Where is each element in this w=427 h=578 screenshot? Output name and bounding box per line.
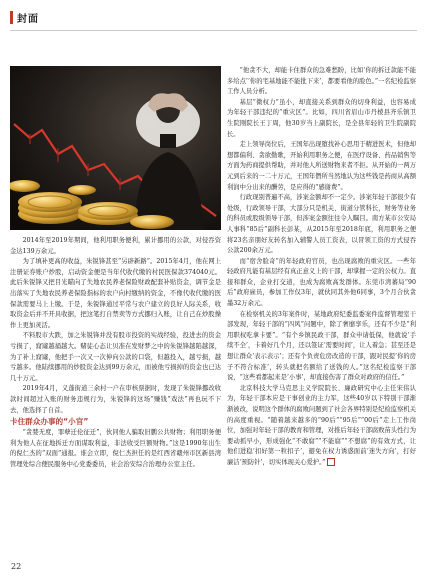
header-rule (10, 30, 417, 31)
section-title: 封面 (17, 14, 39, 25)
paragraph: 2014年至2019年期间，他利用职务便利，累计挪用的公款，对侵吞资金达139万余元。 (10, 237, 221, 255)
paragraph: “他贪不大，却能卡住群众的急难愁盼，比如‘你的拆迁款能不能多给点’‘你的宅基地能不能批下来’，都要看他的脸色。”一名纪检监察工作人员分析。 (227, 67, 416, 96)
left-column (10, 236, 221, 470)
paragraph: 在检察机关的3年案件时，某地政府纪委监委案件监督管理室干部发现，年轻干部的“四风”问题中，除了奢靡享乐，还有不少是“利用职权吃拿卡要”。“有个乡镇民政干部，群众申请低保，他就说‘手续不全’，卡着好几个月，还以签证‘需要时间’，让人着急；甚至还是想让群众‘表示表示’；还有个负责危房改造的干部，跟对民提‘你的房子不符合标准’，转头就把名额给了送钱的人。”这名纪检监察干部说，“这些看都起来是‘小事’，却直接伤害了群众对政府的信任。” (227, 310, 416, 382)
right-column (227, 66, 416, 469)
paragraph: 为了填补更高的收益，朱锐锋甚至“另辟新路”。2015年4月，他在网上注册证券账户炒股，启动资金便是当年代收代缴的村民医保款374040元。此后朱锐锋又把目光瞄向了失地农民养老保险财政配套补贴资金，调节金是出落实了失地农民养老保险指标的农户向村缴纳的资金，不像代收代缴的医保款需要马上上缴。于是，朱锐锋通过平常与农户建立的良好人际关系，收取资金后并不开具收据，把这笔打自禁卖等方式挪归入账，让自己在炒股操作上更加灵活。 (10, 258, 221, 329)
subheading: 卡住群众办事的“小官” (10, 417, 89, 427)
paragraph: 行政现别普遍不高，涉案金额却不一定少。涉案年轻干部很少有处级，行政领导干部，大部分只是机关、街道分管科长，财务等业务的科员或股级领导干部，但涉案金额往往令人瞩目。南方某市公安局人事科“85后”副科长彭某，从2015年至2018年底，利用职务之便将23名亲朋好友转名加入辅警人员工资表，以冒领工资的方式侵吞公款200余万元。 (227, 194, 416, 255)
photo-illustration (10, 66, 221, 230)
paragraph-text: 北京科技大学马克思主义学院院长、廉政研究中心主任宋伟认为，年轻干部本应是干事创业的主力军，这些40岁以下特别干部渐渐被改，说明这个群体的腐败问题到了社会各界特别是纪检监察机关的高度重视。“随着越来越多的“90后”“95后”“00后”走上工作岗位，加强对年轻干部的教育和管理，对推后年轻干部腐败苗头性行为要动抓早小，形成强化“不敢腐”“不能腐”“不想腐”的有效方式，让他们进稳‘扣好第一粒扣子’，避免在权力诱惑面前‘迷失方向’，打好廉洁‘预防针’，切实体现关心爱护。” (227, 384, 416, 466)
paragraph: 走上领导岗位后，王国年出现堕找补心思用于精进医术，但他却想都偏利、贪欲勤歌，开始利用职务之便，在医疗设备、药品销售等方面为药商提供帮助，并对他人所送财物来者不拒。从开始的一两万元到后来的一二十万元，王国年僭所当然地认为这些钱是药商从高额利润中分出来的酬劳，是应得的“感谢费”。 (227, 141, 416, 191)
section-bar (10, 11, 13, 24)
paragraph: 2019年4月，义蓬街道三余村一户在审核票据时，发现了朱锐锋挪改收款时间超过入账的财务违规行为，朱锐锋的这场“赚钱”戏法”再也玩不下去，他选择了自首。 (10, 385, 221, 414)
finance-stress-photo (10, 66, 221, 230)
paragraph: 基层“微权力”虽小，却直接关系到群众的切身利益，也容易成为年轻干部违纪的“重灾区”。比如，四川省眉山市丹棱县齐乐镇卫生院刚院长王丁周，他30岁当上副院长，是全县年轻的卫生院副院长。 (227, 98, 416, 138)
page-number: 22 (11, 562, 22, 571)
paragraph: 而“宿舍脸奇”的年轻政府官员，也出现腐败的重灾区。一些年轻政府凡能有基层经有真正意义上的干部，却掌握一定的公权力。直接和群众，企业打交道，也成为腐败高发群体。东莞市湾蕃局“90后”政府雇员，参加工作仅3年，就伙同其外他6同事，3个月合伙贪墨32万余元。 (227, 257, 416, 308)
section-tag (10, 10, 39, 25)
paragraph: 不料股市大跌，加之朱锐锋并没有股市投资的实战经验，投进去的资金亏损了，窟窿越捅越大。赌徒心态让贝准在发财梦之中的朱锐锋越陷越深，为了补上窟窿，他把手一次又一次伸向公款的口袋，但越投入，越亏损，越亏越多。他陆续挪用的炒股资金达到99万余元，而被他亏损掉的资金也已达几十万元。 (10, 332, 221, 382)
paragraph (227, 384, 416, 469)
paragraph: “贪婪无度，罪孽迁伦征迁”，伙同他人骗取旧鹏公共财物；利用职务便利为他人在征地拆迁方面谋取利益，非法收受巨额财物。”这是1990年出生的倪仁杰的“双面”通报。谁会立即，倪仁杰担任的是红西省赣州市区新县湾管理处综合便民服务中心党委委员，社会治安综合治理办公室主任。 (10, 429, 221, 468)
end-mark-icon (327, 458, 335, 466)
